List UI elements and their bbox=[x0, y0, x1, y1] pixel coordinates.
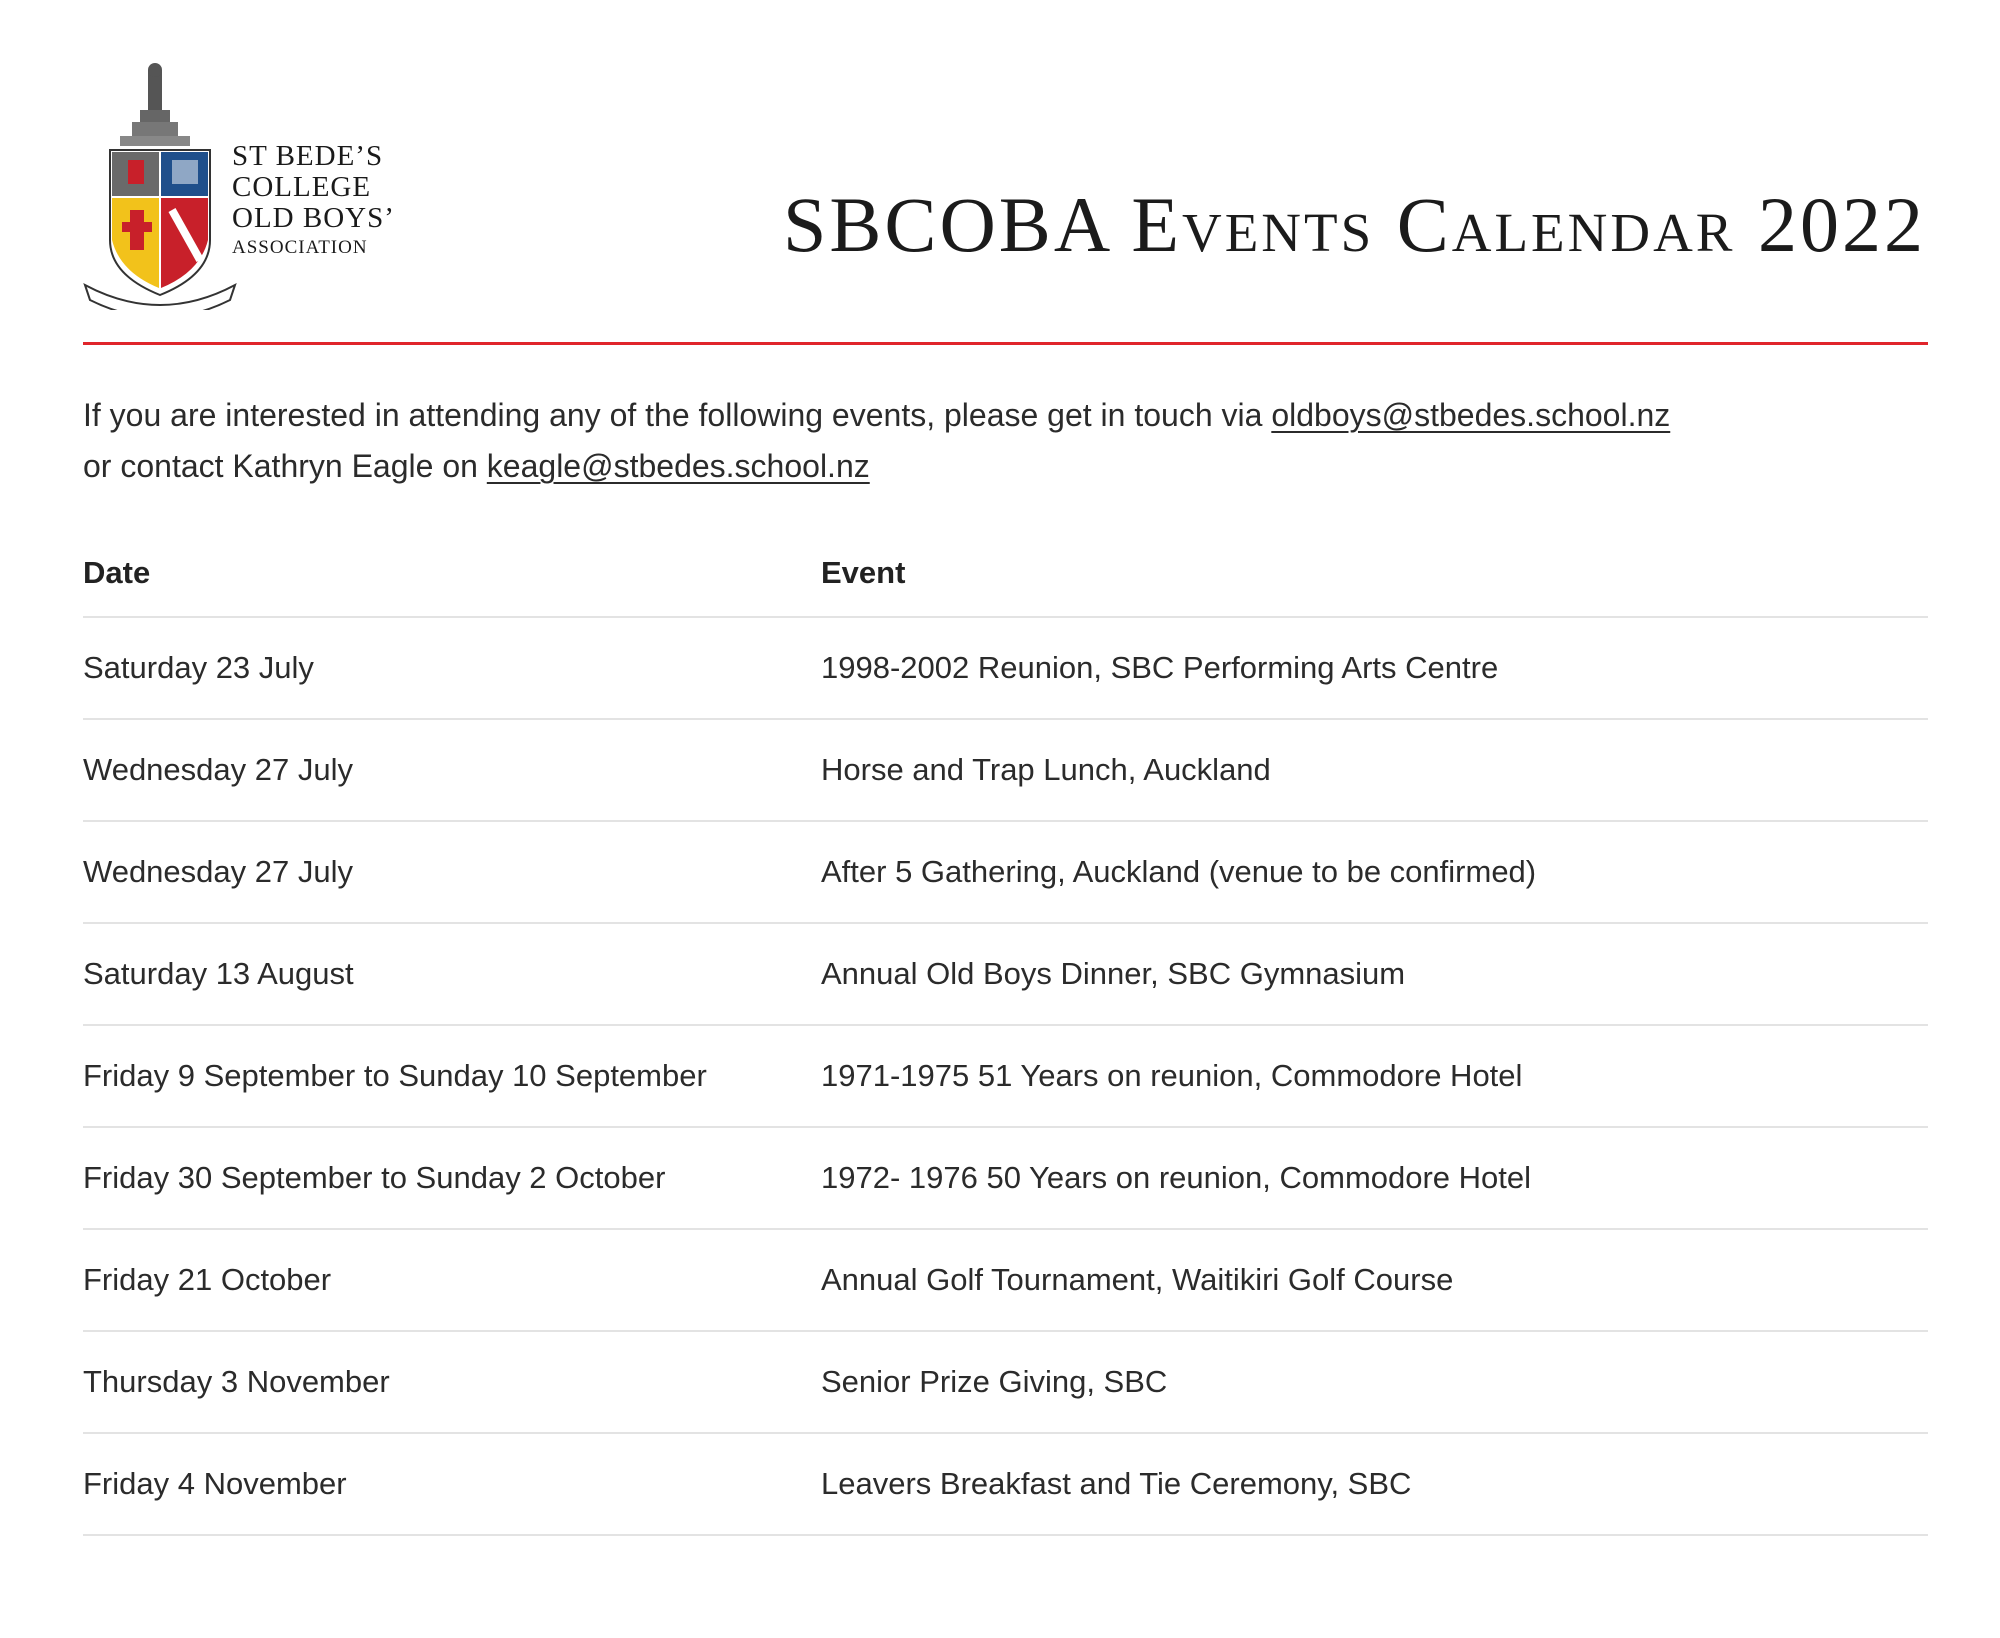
event-name: Horse and Trap Lunch, Auckland bbox=[821, 752, 1271, 787]
event-date: Saturday 13 August bbox=[83, 956, 354, 991]
logo-wordmark bbox=[232, 142, 395, 257]
table-row bbox=[83, 618, 1928, 720]
college-logo bbox=[80, 60, 400, 310]
event-date: Friday 4 November bbox=[83, 1466, 347, 1501]
page-title: SBCOBA Events Calendar 2022 bbox=[783, 181, 1926, 268]
table-row bbox=[83, 822, 1928, 924]
logo-line-2: COLLEGE bbox=[232, 171, 372, 203]
table-row bbox=[83, 1128, 1928, 1230]
event-date: Friday 30 September to Sunday 2 October bbox=[83, 1160, 666, 1195]
table-row bbox=[83, 1230, 1928, 1332]
intro-text-2: or contact Kathryn Eagle on bbox=[83, 448, 487, 484]
logo-line-4: ASSOCIATION bbox=[232, 237, 368, 258]
event-name: Annual Golf Tournament, Waitikiri Golf Course bbox=[821, 1262, 1454, 1297]
oldboys-email-link[interactable]: oldboys@stbedes.school.nz bbox=[1271, 397, 1671, 433]
events-table bbox=[83, 530, 1928, 1536]
event-name: 1998-2002 Reunion, SBC Performing Arts Centre bbox=[821, 650, 1499, 685]
event-date: Wednesday 27 July bbox=[83, 752, 353, 787]
table-row bbox=[83, 924, 1928, 1026]
event-date: Friday 9 September to Sunday 10 September bbox=[83, 1058, 707, 1093]
event-date: Saturday 23 July bbox=[83, 650, 314, 685]
event-column-header: Event bbox=[821, 555, 906, 590]
intro-paragraph bbox=[83, 390, 1923, 492]
date-column-header: Date bbox=[83, 555, 151, 590]
table-row bbox=[83, 1434, 1928, 1536]
table-header-row bbox=[83, 530, 1928, 618]
event-name: 1972- 1976 50 Years on reunion, Commodore Hotel bbox=[821, 1160, 1532, 1195]
event-name: Annual Old Boys Dinner, SBC Gymnasium bbox=[821, 956, 1406, 991]
college-crest-icon bbox=[80, 60, 240, 310]
table-row bbox=[83, 1332, 1928, 1434]
intro-text-1: If you are interested in attending any of the following events, please get in touch via bbox=[83, 397, 1272, 433]
event-date: Thursday 3 November bbox=[83, 1364, 390, 1399]
event-name: After 5 Gathering, Auckland (venue to be confirmed) bbox=[821, 854, 1537, 889]
event-date: Wednesday 27 July bbox=[83, 854, 353, 889]
event-date: Friday 21 October bbox=[83, 1262, 332, 1297]
header-divider bbox=[83, 342, 1928, 345]
keagle-email-link[interactable]: keagle@stbedes.school.nz bbox=[486, 448, 870, 484]
event-name: Senior Prize Giving, SBC bbox=[821, 1364, 1168, 1399]
logo-line-3: OLD BOYS’ bbox=[232, 202, 395, 234]
table-row bbox=[83, 1026, 1928, 1128]
event-name: Leavers Breakfast and Tie Ceremony, SBC bbox=[821, 1466, 1412, 1501]
table-row bbox=[83, 720, 1928, 822]
logo-line-1: ST BEDE’S bbox=[232, 140, 384, 172]
event-name: 1971-1975 51 Years on reunion, Commodore Hotel bbox=[821, 1058, 1523, 1093]
